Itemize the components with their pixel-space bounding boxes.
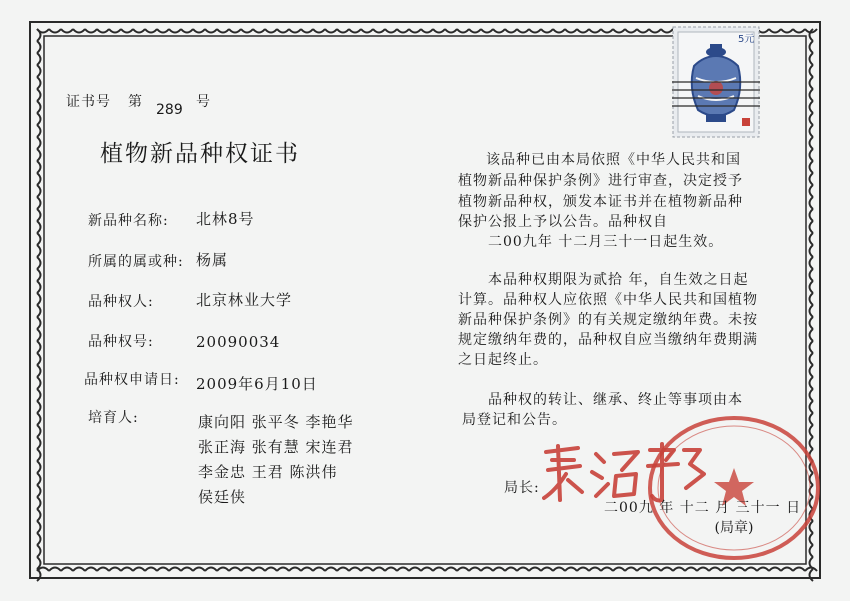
breeders-line: 李金忠 王君 陈洪伟 <box>198 463 338 481</box>
para1-line: 二00九年 十二月三十一日起生效。 <box>488 234 724 250</box>
para1-line: 保护公报上予以公告。品种权自 <box>458 214 668 230</box>
para2-line: 新品种保护条例》的有关规定缴纳年费。未按 <box>458 312 758 328</box>
para2-line: 计算。品种权人应依照《中华人民共和国植物 <box>458 292 758 308</box>
para2-line: 本品种权期限为贰拾 年，自生效之日起 <box>488 272 749 288</box>
para2-line: 之日起终止。 <box>458 352 548 368</box>
breeders-label: 培育人: <box>88 410 139 426</box>
field-label-rights-holder: 品种权人: <box>88 294 154 310</box>
postage-stamp <box>672 26 760 138</box>
breeders-line: 康向阳 张平冬 李艳华 <box>198 413 354 431</box>
field-value-rights-holder: 北京林业大学 <box>196 291 293 309</box>
field-label-genus: 所属的属或种: <box>88 254 184 270</box>
seal-caption: (局章) <box>714 520 754 536</box>
field-label-application-date: 品种权申请日: <box>84 372 180 388</box>
breeders-line: 侯廷侠 <box>198 488 247 506</box>
field-value-rights-number: 20090034 <box>196 333 281 351</box>
cert-number-suffix: 号 <box>196 94 211 110</box>
issue-date: 二00九 年 十二 月 三十一 日 <box>604 500 802 516</box>
director-label: 局长: <box>504 480 540 496</box>
stamp-denomination: 5元 <box>738 34 755 45</box>
para3-line: 局登记和公告。 <box>462 412 567 428</box>
field-label-variety-name: 新品种名称: <box>88 213 169 229</box>
para1-line: 植物新品种保护条例》进行审查，决定授予 <box>458 173 743 189</box>
field-value-variety-name: 北林8号 <box>196 210 255 228</box>
cert-number-label: 证书号 <box>66 94 111 110</box>
para1-line: 该品种已由本局依照《中华人民共和国 <box>486 152 741 168</box>
para3-line: 品种权的转让、继承、终止等事项由本 <box>488 392 743 408</box>
certificate-title: 植物新品种权证书 <box>100 141 300 167</box>
field-label-rights-number: 品种权号: <box>88 334 154 350</box>
breeders-line: 张正海 张有慧 宋连君 <box>198 438 354 456</box>
field-value-genus: 杨属 <box>196 251 229 269</box>
field-value-application-date: 2009年6月10日 <box>196 375 318 393</box>
cert-number-prefix: 第 <box>128 94 143 110</box>
para2-line: 规定缴纳年费的，品种权自应当缴纳年费期满 <box>458 332 758 348</box>
para1-line: 植物新品种权，颁发本证书并在植物新品种 <box>458 194 743 210</box>
cert-number-value: 289 <box>156 102 183 118</box>
